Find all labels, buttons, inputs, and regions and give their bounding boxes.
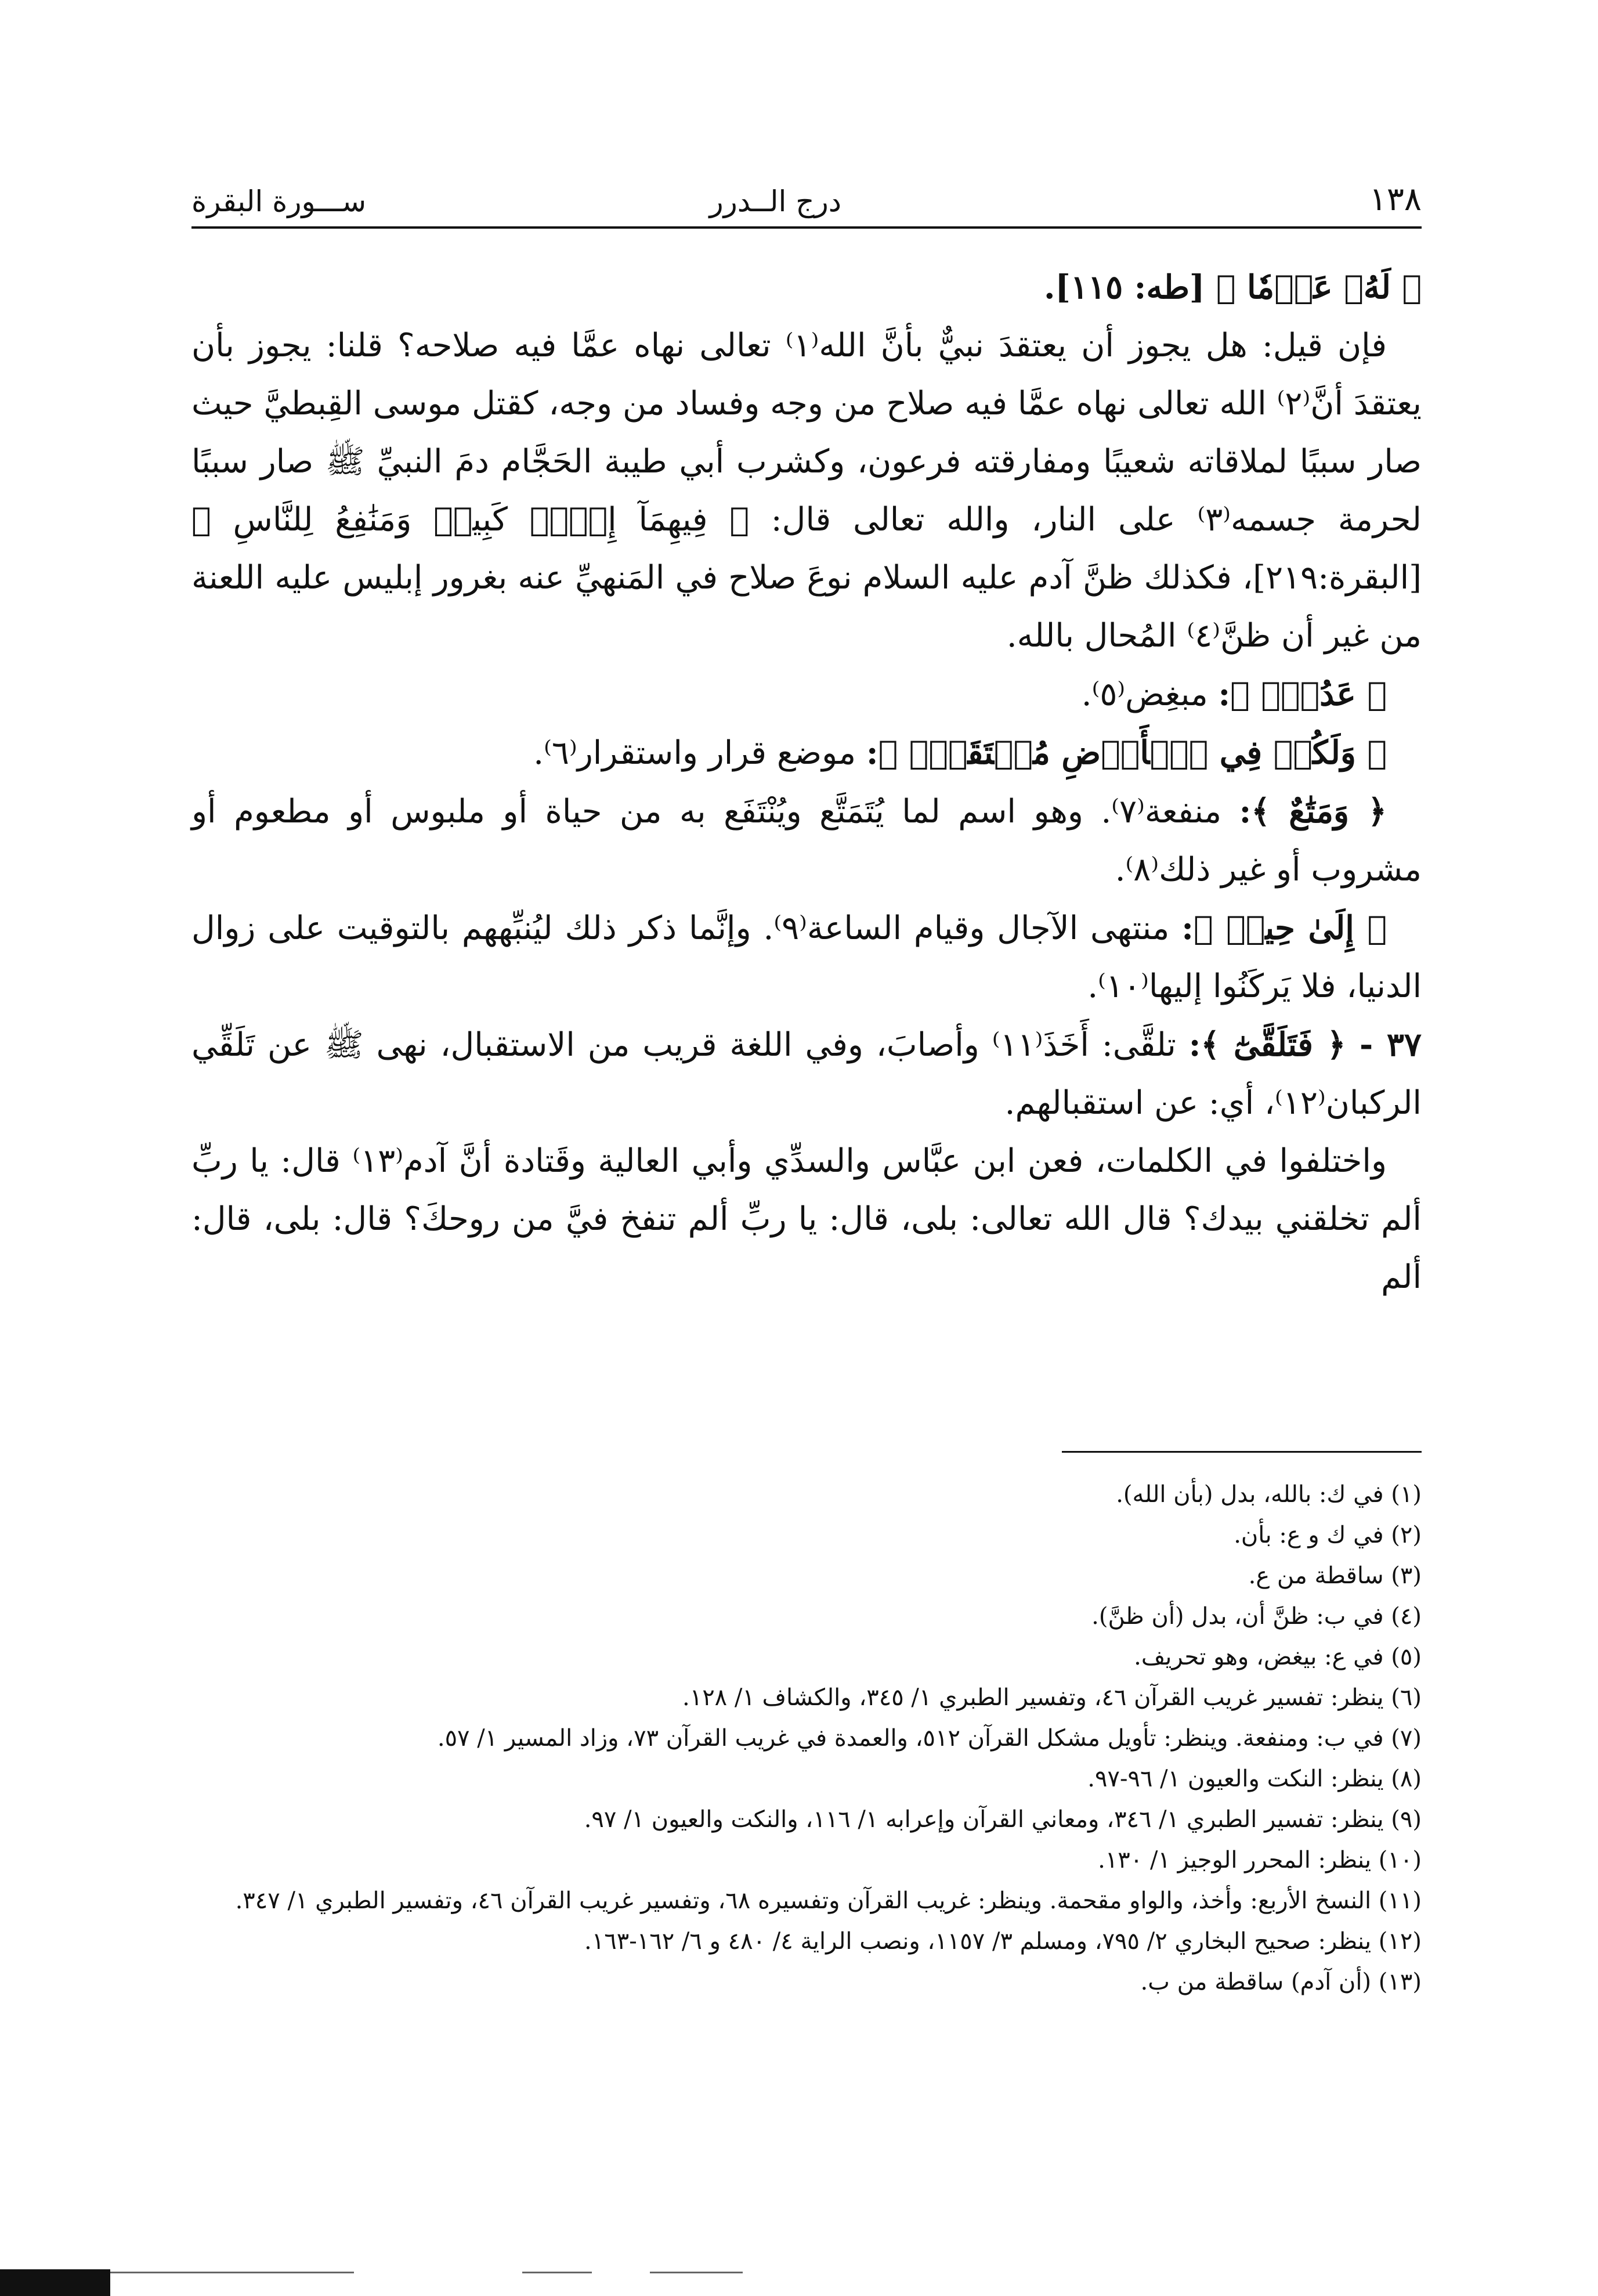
footnote: (٨) ينظر: النكت والعيون ١/ ٩٦-٩٧.	[1087, 1766, 1422, 1792]
footnote: (١٠) ينظر: المحرر الوجيز ١/ ١٣٠.	[1098, 1847, 1422, 1873]
footnote: (١) في ك: بالله، بدل (بأن الله).	[1116, 1481, 1422, 1508]
footnote: (١١) النسخ الأربع: وأخذ، والواو مقحمة. وينظر: غريب القرآن وتفسيره ٦٨، وتفسير غريب القرآن ٤٦، وتفسير الطبري ١/ ٣٤٧.	[235, 1887, 1422, 1914]
verse-fragment	[191, 258, 1422, 317]
gloss-mataa	[191, 782, 1422, 899]
gloss-fatalaqqa	[191, 1016, 1422, 1132]
footnote-separator	[1062, 1451, 1422, 1453]
footnote: (١٢) ينظر: صحيح البخاري ٢/ ٧٩٥، ومسلم ٣/ ١١٥٧، ونصب الراية ٤/ ٤٨٠ و ٦/ ١٦٢-١٦٣.	[584, 1928, 1422, 1955]
paragraph-question: فإن قيل: هل يجوز أن يعتقدَ نبيٌّ بأنَّ الله⁽١⁾ تعالى نهاه عمَّا فيه صلاحه؟ قلنا: يجوز بأن يعتقدَ أنَّ⁽٢⁾ الله تعالى نهاه عمَّا فيه صلاح من وجه وفساد من وجه، كقتل موسى القِبطيَّ حيث صار سببًا لملاقاته شعيبًا ومفارقته فرعون، وكشرب أبي طيبة الحَجَّام دمَ النبيِّ ﷺ صار سببًا لحرمة جسمه⁽٣⁾ على النار، والله تعالى قال: ﴿ فِيهِمَآ إِثۡمٞ كَبِيرٞ وَمَنَٰفِعُ لِلنَّاسِ ﴾ [البقرة:٢١٩]، فكذلك ظنَّ آدم عليه السلام نوعَ صلاح في المَنهيِّ عنه بغرور إبليس عليه اللعنة من غير أن ظنَّ⁽٤⁾ المُحال بالله.	[191, 327, 1422, 655]
gloss-definition: مبغِض⁽٥⁾.	[1081, 676, 1219, 713]
scan-edge-line	[522, 2272, 592, 2273]
gloss-term: ﴿ عَدُوّٞ ﴾:	[1218, 675, 1387, 713]
footnote: (٩) ينظر: تفسير الطبري ١/ ٣٤٦، ومعاني القرآن وإعرابه ١/ ١١٦، والنكت والعيون ١/ ٩٧.	[584, 1806, 1422, 1833]
gloss-definition: موضع قرار واستقرار⁽٦⁾.	[533, 734, 866, 772]
footnote: (١٣) (أن آدم) ساقطة من ب.	[1140, 1969, 1422, 1995]
gloss-aduww	[191, 665, 1422, 724]
paragraph-kalimat: واختلفوا في الكلمات، فعن ابن عبَّاس والسدِّي وأبي العالية وقَتادة أنَّ آدم⁽١٣⁾ قال: يا ربِّ ألم تخلقني بيدك؟ قال الله تعالى: بلى، قال: يا ربِّ ألم تنفخ فيَّ من روحكَ؟ قال: بلى، قال: ألم	[191, 1142, 1422, 1296]
footnotes	[191, 1474, 1422, 2002]
footnote: (٣) ساقطة من ع.	[1248, 1562, 1422, 1589]
gloss-term: ﴿ وَمَتَٰعٌ ﴾:	[1239, 792, 1387, 831]
page-number: ١٣٨	[1369, 180, 1422, 218]
scan-edge-mark	[0, 2269, 110, 2296]
gloss-term: ﴿ وَلَكُمۡ فِي ٱلۡأَرۡضِ مُسۡتَقَرّٞ ﴾:	[866, 734, 1387, 772]
book-title: درج الــدرر	[709, 185, 841, 218]
main-text	[191, 258, 1422, 1306]
gloss-ila-hin	[191, 899, 1422, 1016]
footnote: (٦) ينظر: تفسير غريب القرآن ٤٦، وتفسير الطبري ١/ ٣٤٥، والكشاف ١/ ١٢٨.	[682, 1684, 1422, 1711]
gloss-definition: منتهى الآجال وقيام الساعة⁽٩⁾. وإنَّما ذكر ذلك ليُنبِّههم بالتوقيت على زوال الدنيا، فلا يَركَنُوا إليها⁽١٠⁾.	[191, 909, 1422, 1005]
footnote: (٢) في ك و ع: بأن.	[1234, 1522, 1422, 1548]
gloss-term: ﴿ إِلَىٰ حِينٖ ﴾:	[1181, 909, 1387, 947]
gloss-definition: تلقَّى: أَخَذَ⁽١١⁾ وأصابَ، وفي اللغة قريب من الاستقبال، نهى ﷺ عن تَلَقِّي الركبان⁽١٢⁾، أي: عن استقبالهم.	[191, 1026, 1422, 1122]
gloss-definition: منفعة⁽٧⁾. وهو اسم لما يُتَمَتَّع ويُنْتَفَع به من حياة أو ملبوس أو مطعوم أو مشروب أو غير ذلك⁽٨⁾.	[191, 793, 1422, 889]
gloss-mustaqarr	[191, 724, 1422, 782]
quran-quote: ﴿ لَهُۥ عَزۡمٗا ﴾ [طه: ١١٥].	[1043, 268, 1422, 306]
surah-title: ســـورة البقرة	[191, 185, 367, 218]
footnote: (٥) في ع: بيغض، وهو تحريف.	[1134, 1644, 1422, 1670]
scan-edge-line	[650, 2272, 743, 2273]
footnote: (٤) في ب: ظنَّ أن، بدل (أن ظنَّ).	[1091, 1603, 1422, 1630]
gloss-term: ٣٧ - ﴿ فَتَلَقَّىٰٓ ﴾:	[1188, 1026, 1422, 1064]
footnote: (٧) في ب: ومنفعة. وينظر: تأويل مشكل القرآن ٥١٢، والعمدة في غريب القرآن ٧٣، وزاد المسير ١/ ٥٧.	[437, 1725, 1422, 1752]
page-header	[191, 174, 1422, 229]
scan-edge-line	[110, 2272, 354, 2273]
